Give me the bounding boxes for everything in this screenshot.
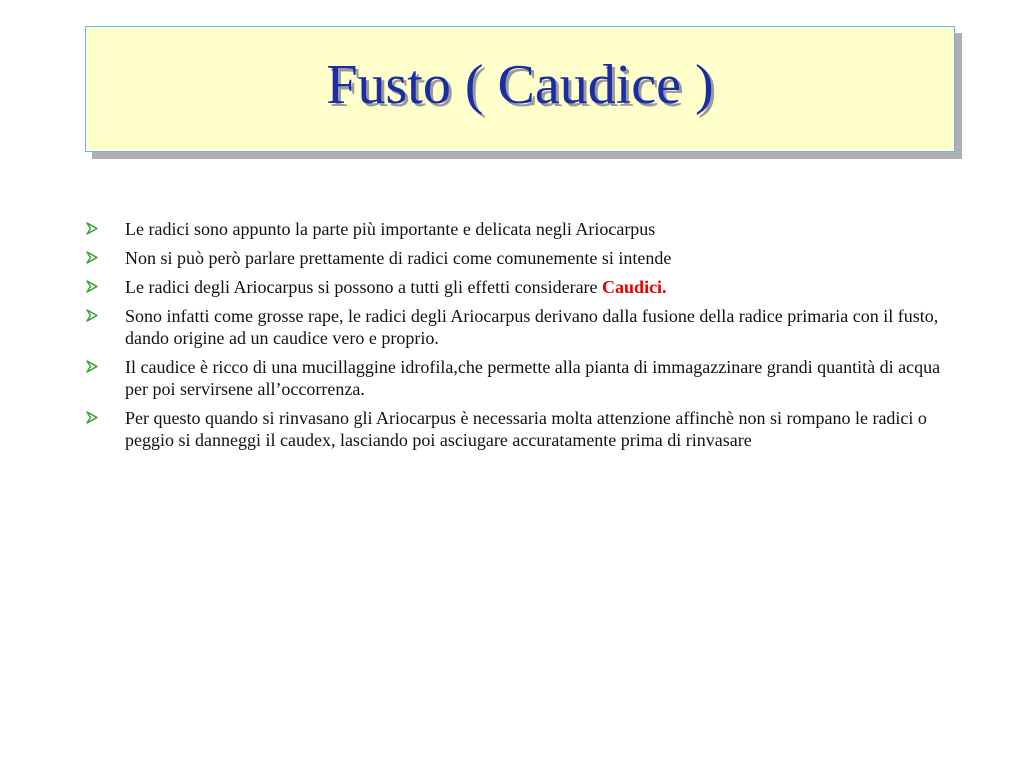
bullet-text: Per questo quando si rinvasano gli Ariocarpus è necessaria molta attenzione affinchè non si rompano le radici o peggio si danneggi il caudex, lasciando poi asciugare accuratamente prima di rinvasare — [125, 408, 927, 450]
bullet-list — [85, 218, 955, 458]
title-box — [85, 26, 955, 152]
list-item — [85, 407, 955, 451]
bullet-text: Il caudice è ricco di una mucillaggine idrofila,che permette alla pianta di immagazzinare grandi quantità di acqua per poi servirsene all’occorrenza. — [125, 357, 941, 399]
list-item — [85, 276, 955, 298]
list-item — [85, 356, 955, 400]
list-item — [85, 218, 955, 240]
arrow-bullet-icon — [85, 247, 125, 264]
arrow-bullet-icon — [85, 407, 125, 424]
list-item — [85, 305, 955, 349]
list-item — [85, 247, 955, 269]
slide-title: Fusto ( Caudice ) — [326, 54, 714, 116]
bullet-text: Non si può però parlare prettamente di radici come comunemente si intende — [125, 248, 672, 268]
arrow-bullet-icon — [85, 218, 125, 235]
bullet-text: Le radici degli Ariocarpus si possono a tutti gli effetti considerare — [125, 277, 603, 297]
highlighted-term: Caudici. — [602, 277, 667, 297]
arrow-bullet-icon — [85, 356, 125, 373]
bullet-text: Le radici sono appunto la parte più importante e delicata negli Ariocarpus — [125, 219, 656, 239]
arrow-bullet-icon — [85, 305, 125, 322]
bullet-text-container — [125, 276, 955, 298]
bullet-text: Sono infatti come grosse rape, le radici degli Ariocarpus derivano dalla fusione della radice primaria con il fusto, dando origine ad un caudice vero e proprio. — [125, 306, 939, 348]
arrow-bullet-icon — [85, 276, 125, 293]
